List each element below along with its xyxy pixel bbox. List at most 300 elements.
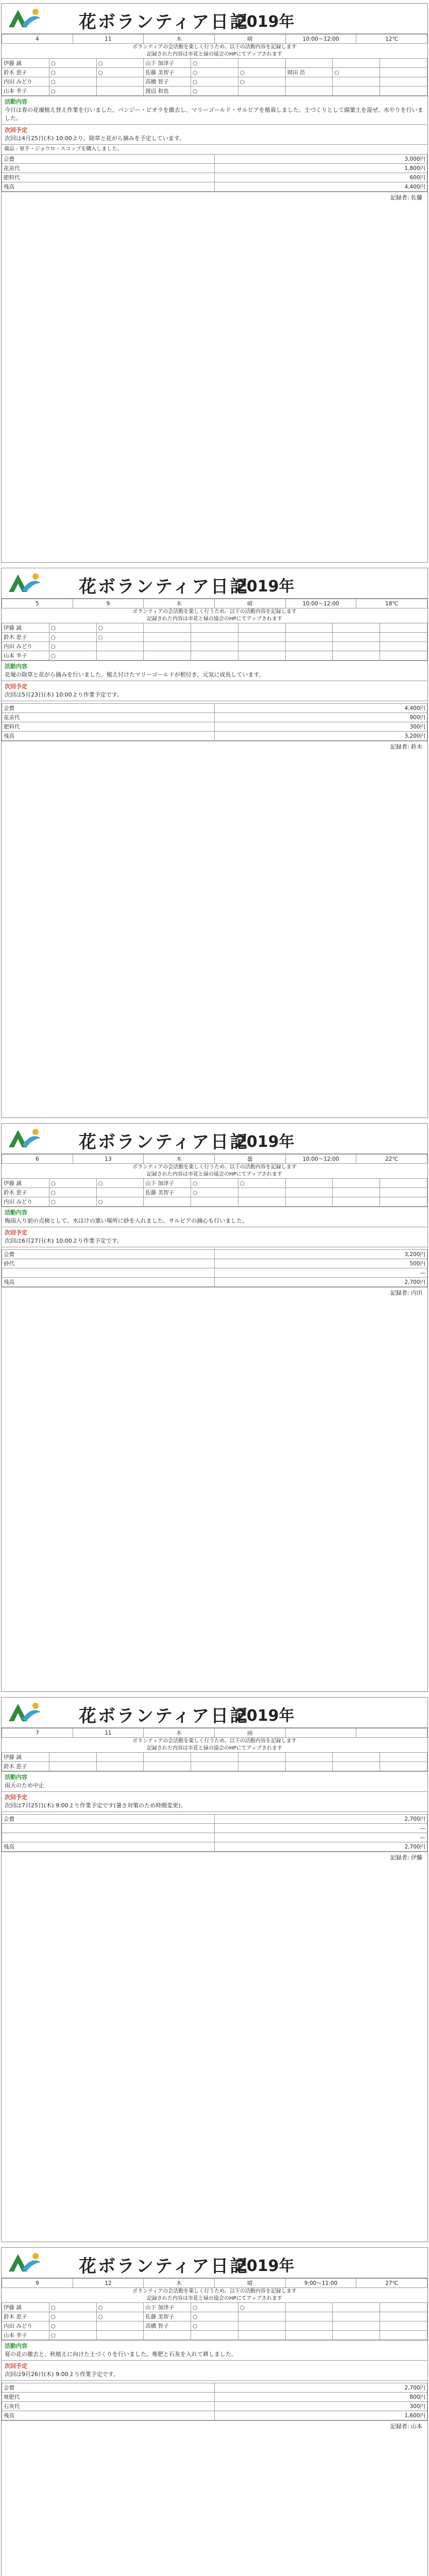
date-temp: 22℃ [356,1155,427,1164]
next-block [2,124,427,144]
diary-title: 花ボランティア日記 [79,1706,249,1726]
next-block [2,1791,427,1811]
date-weekday: 木 [144,1728,215,1738]
activity-block [2,96,427,124]
member-cell [380,77,427,87]
finance-label [2,1824,215,1833]
member-cell [380,1179,427,1188]
member-cell [380,87,427,96]
member-cell: ○ [191,1188,238,1197]
member-cell: ○ [96,2303,144,2312]
date-weather: 曇 [214,1155,285,1164]
note-line-1: ボランティアの会活動を楽しく行うため、以下の活動内容を記録します [132,2289,297,2294]
member-cell [49,1753,96,1762]
member-cell [285,59,333,68]
member-cell: ○ [49,2303,96,2312]
member-cell [333,642,380,651]
member-cell [238,642,285,651]
date-time: 10:00〜12:00 [285,599,356,608]
member-cell: 佐藤 美智子 [144,68,191,77]
date-row [2,1728,427,1738]
member-cell [96,1753,144,1762]
member-cell: 内田 みどり [2,1197,49,1207]
finance-value: 1,800円 [215,164,427,173]
date-weather: 晴 [214,2279,285,2288]
finance-value: 2,700円 [215,1815,427,1824]
table-row [2,623,427,633]
member-cell: ○ [96,59,144,68]
flower-logo-icon [7,1127,42,1150]
diary-title: 花ボランティア日記 [79,2256,249,2277]
member-cell [238,59,285,68]
member-cell [96,2331,144,2340]
member-cell [96,1188,144,1197]
table-row [2,155,427,164]
member-cell [285,2303,333,2312]
member-cell [285,77,333,87]
recorder: 記録者: 佐藤 [2,192,427,202]
member-cell [333,2303,380,2312]
finance-label: 花苗代 [2,713,215,722]
member-cell: ○ [238,68,285,77]
date-temp: 18℃ [356,599,427,608]
recorder: 記録者: 山本 [2,2420,427,2431]
finance-label: 堆肥代 [2,2393,215,2402]
member-cell: ○ [191,87,238,96]
member-cell: ○ [49,68,96,77]
next-title: 次回予定 [5,683,27,690]
finance-value: 900円 [215,713,427,722]
member-cell [238,1197,285,1207]
note-line-1: ボランティアの会活動を楽しく行うため、以下の活動内容を記録します [132,1164,297,1170]
member-cell: 内田 みどり [2,2321,49,2331]
finance-value: 300円 [215,722,427,732]
diary-year: 2019年 [236,1133,295,1151]
date-day: 11 [73,35,144,44]
member-cell: ○ [49,1197,96,1207]
member-cell [380,59,427,68]
member-table [2,2302,427,2340]
table-row [2,1815,427,1824]
diary-title: 花ボランティア日記 [79,1132,249,1153]
date-weather: 晴 [214,599,285,608]
member-cell [191,1753,238,1762]
member-cell: ○ [333,68,380,77]
note-line-1: ボランティアの会活動を楽しく行うため、以下の活動内容を記録します [132,44,297,50]
table-row [2,1188,427,1197]
finance-value: 500円 [215,1259,427,1268]
member-cell [285,2331,333,2340]
date-weather: 晴 [214,35,285,44]
member-cell [333,87,380,96]
activity-title: 活動内容 [5,1774,27,1781]
member-cell [285,1188,333,1197]
member-cell [191,633,238,642]
member-cell [238,1753,285,1762]
member-cell: ○ [96,68,144,77]
sheet-header [2,568,427,599]
member-cell [333,1197,380,1207]
member-cell: 鈴木 恵子 [2,1762,49,1771]
member-cell [333,1188,380,1197]
next-text: 次回は9月26日(木) 9:00より作業予定です。 [5,2371,119,2378]
date-time: 10:00〜12:00 [285,1155,356,1164]
member-cell [285,2312,333,2321]
table-row [2,164,427,173]
member-cell: ○ [96,1197,144,1207]
activity-block [2,1207,427,1227]
member-cell [285,642,333,651]
member-cell: ○ [238,1179,285,1188]
date-weekday: 木 [144,599,215,608]
table-row [2,68,427,77]
member-cell [380,2331,427,2340]
member-cell: ○ [96,623,144,633]
member-cell [238,87,285,96]
member-cell: 伊藤 誠 [2,1179,49,1188]
table-row [2,713,427,722]
member-cell: 高橋 智子 [144,2321,191,2331]
member-cell [333,1179,380,1188]
member-cell [380,1753,427,1762]
member-cell [380,2303,427,2312]
diary-year: 2019年 [236,578,295,596]
date-row [2,1154,427,1164]
next-title: 次回予定 [5,2363,27,2369]
member-cell: ○ [49,2312,96,2321]
member-cell [191,2331,238,2340]
table-row [2,173,427,182]
member-cell [96,2321,144,2331]
member-cell [96,77,144,87]
diary-year: 2019年 [236,1707,295,1725]
table-row [2,59,427,68]
next-text: 次回は6月27日(木) 10:00より作業予定です。 [5,1238,123,1244]
finance-value: 2,700円 [215,1278,427,1287]
date-day: 13 [73,1155,144,1164]
member-cell: ○ [49,87,96,96]
finance-value: 1,600円 [215,2411,427,2420]
member-cell: ○ [191,1179,238,1188]
finance-value: 2,700円 [215,1842,427,1852]
table-row [2,1259,427,1268]
next-title: 次回予定 [5,127,27,133]
member-cell [285,1753,333,1762]
next-text: 次回は4月25日(木) 10:00より、除草と花がら摘みを予定しています。 [5,135,185,142]
table-row [2,1753,427,1762]
member-cell: 内田 みどり [2,77,49,87]
recorder: 記録者: 伊藤 [2,1852,427,1862]
member-cell [285,1762,333,1771]
member-cell [191,623,238,633]
member-cell [144,1753,191,1762]
flower-logo-icon [7,571,42,595]
activity-text: 雨天のため中止 [5,1782,44,1789]
table-row [2,651,427,660]
date-time: 9:00〜11:00 [285,2279,356,2288]
activity-text: 花壇の除草と花がら摘みを行いました。植え付けたマリーゴールドが根付き、元気に成長しています。 [5,671,265,678]
member-cell [333,59,380,68]
member-cell [96,87,144,96]
table-row [2,1268,427,1278]
member-cell [333,77,380,87]
member-cell: ○ [49,2321,96,2331]
date-weekday: 木 [144,35,215,44]
member-cell [380,68,427,77]
table-row [2,2383,427,2393]
note-line-2: 記録された内容は市花と緑の協会のHPにてアップされます [147,2296,282,2301]
finance-value: 3,000円 [215,155,427,164]
activity-title: 活動内容 [5,1209,27,1216]
member-cell: ○ [238,77,285,87]
member-cell: 鈴木 恵子 [2,633,49,642]
activity-text: 夏の花の撤去と、秋植えに向けた土づくりを行いました。堆肥と石灰を入れて耕しました。 [5,2351,237,2358]
member-cell [144,651,191,660]
member-cell [144,633,191,642]
date-month: 5 [2,599,73,608]
member-cell: ○ [191,2303,238,2312]
table-row [2,2312,427,2321]
member-cell [285,633,333,642]
diary-title: 花ボランティア日記 [79,12,249,32]
member-cell: ○ [49,642,96,651]
member-cell [285,87,333,96]
member-cell [380,1762,427,1771]
flower-logo-icon [7,1701,42,1724]
table-row [2,87,427,96]
next-text: 次回は5月23日(木) 10:00より作業予定です。 [5,691,123,698]
member-cell: 山本 幸子 [2,2331,49,2340]
next-title: 次回予定 [5,1794,27,1801]
table-row [2,2402,427,2411]
date-weather: 雨 [214,1728,285,1738]
date-row [2,34,427,44]
finance-table [2,703,427,741]
table-row [2,1197,427,1207]
date-row [2,599,427,608]
table-row [2,722,427,732]
date-day: 11 [73,1728,144,1738]
table-row [2,1179,427,1188]
member-cell: 伊藤 誠 [2,59,49,68]
member-cell: 渡辺 和也 [144,87,191,96]
member-cell [238,1762,285,1771]
date-time: 10:00〜12:00 [285,35,356,44]
finance-value: 300円 [215,2402,427,2411]
member-cell [333,633,380,642]
member-cell: 内田 みどり [2,642,49,651]
finance-value: 4,400円 [215,182,427,192]
date-weekday: 木 [144,1155,215,1164]
note-line-1: ボランティアの会活動を楽しく行うため、以下の活動内容を記録します [132,1738,297,1744]
date-row [2,2278,427,2288]
member-cell [380,633,427,642]
date-day: 12 [73,2279,144,2288]
member-cell [144,1762,191,1771]
finance-label: 石灰代 [2,2402,215,2411]
member-cell [96,651,144,660]
member-cell: ○ [191,68,238,77]
table-row [2,1762,427,1771]
member-cell [285,1197,333,1207]
activity-text: 梅雨入り前の点検として、水はけの悪い場所に砂を入れました。サルビアの摘心も行いました。 [5,1217,248,1224]
finance-label: 残高 [2,2411,215,2420]
member-cell [285,623,333,633]
note-line-2: 記録された内容は市花と緑の協会のHPにてアップされます [147,616,282,622]
member-cell: ○ [49,651,96,660]
table-row [2,2321,427,2331]
member-cell: ○ [49,1179,96,1188]
member-cell: 鈴木 恵子 [2,2312,49,2321]
diary-year: 2019年 [236,13,295,31]
activity-text: 今日は春の花壇植え替え作業を行いました。パンジー・ビオラを撤去し、マリーゴールド・サルビアを植栽しました。土づくりとして腐葉土を混ぜ、水やりを行いました。 [5,107,423,122]
next-title: 次回予定 [5,1229,27,1236]
member-cell: 岡田 浩 [285,68,333,77]
table-row [2,2393,427,2402]
recorder: 記録者: 鈴木 [2,741,427,752]
member-cell [96,642,144,651]
activity-block [2,660,427,681]
diary-sheet [1,568,428,1118]
member-cell [238,1188,285,1197]
diary-sheet [1,2247,428,2576]
finance-value: 800円 [215,2393,427,2402]
member-cell [144,1197,191,1207]
member-cell [238,2312,285,2321]
member-cell: 佐藤 美智子 [144,1188,191,1197]
member-cell [144,642,191,651]
finance-label: 残高 [2,1842,215,1852]
activity-title: 活動内容 [5,98,27,105]
member-cell [333,651,380,660]
activity-block [2,2340,427,2360]
note-line-1: ボランティアの会活動を楽しく行うため、以下の活動内容を記録します [132,609,297,615]
member-cell [285,651,333,660]
table-row [2,732,427,741]
finance-label: 残高 [2,1278,215,1287]
sheet-header [2,4,427,34]
finance-label: 肥料代 [2,173,215,182]
finance-label: 会費 [2,2383,215,2393]
table-row [2,704,427,713]
member-cell [380,623,427,633]
member-cell: ○ [49,633,96,642]
member-cell: ○ [238,2303,285,2312]
member-table [2,1752,427,1771]
date-month: 7 [2,1728,73,1738]
finance-table [2,154,427,192]
member-cell [380,1197,427,1207]
next-block [2,1227,427,1247]
recorder: 記録者: 内田 [2,1287,427,1298]
next-block [2,681,427,701]
member-table [2,58,427,96]
member-cell: 佐藤 美智子 [144,2312,191,2321]
member-table [2,623,427,660]
date-month: 9 [2,2279,73,2288]
table-row [2,1842,427,1852]
member-cell: ○ [191,2312,238,2321]
member-cell [144,2331,191,2340]
member-cell [333,1762,380,1771]
diary-title: 花ボランティア日記 [79,577,249,597]
member-cell [380,2321,427,2331]
finance-label: 会費 [2,1250,215,1259]
flower-logo-icon [7,7,42,30]
member-cell: ○ [96,2312,144,2321]
finance-label: 会費 [2,704,215,713]
table-row [2,1833,427,1842]
date-time [285,1728,356,1738]
date-temp [356,1728,427,1738]
next-block [2,2360,427,2380]
date-temp: 27℃ [356,2279,427,2288]
diary-sheet [1,1123,428,1692]
table-row [2,633,427,642]
member-cell [285,2321,333,2331]
member-cell: 伊藤 誠 [2,623,49,633]
note-line-2: 記録された内容は市花と緑の協会のHPにてアップされます [147,1172,282,1177]
member-cell [238,2321,285,2331]
activity-block [2,1771,427,1791]
member-cell: 山下 加津子 [144,1179,191,1188]
table-row [2,182,427,192]
finance-label: 砂代 [2,1259,215,1268]
member-cell: 伊藤 誠 [2,1753,49,1762]
member-cell: 鈴木 恵子 [2,1188,49,1197]
sheet-header [2,1698,427,1728]
member-cell [333,1753,380,1762]
finance-label [2,1268,215,1278]
note-line-2: 記録された内容は市花と緑の協会のHPにてアップされます [147,1745,282,1751]
sheet-header [2,2248,427,2278]
member-cell [238,2331,285,2340]
member-cell [191,651,238,660]
date-weekday: 木 [144,2279,215,2288]
finance-label: 残高 [2,732,215,741]
member-cell [96,1762,144,1771]
diary-sheet [1,3,428,563]
finance-label: 残高 [2,182,215,192]
member-cell: ○ [96,1179,144,1188]
member-cell [191,642,238,651]
member-cell [333,2321,380,2331]
member-table [2,1178,427,1207]
diary-year: 2019年 [236,2257,295,2275]
table-row [2,1824,427,1833]
member-cell: ○ [191,77,238,87]
finance-value: 3,200円 [215,1250,427,1259]
activity-title: 活動内容 [5,2343,27,2349]
member-cell: ○ [96,633,144,642]
finance-table [2,1249,427,1287]
member-cell [238,633,285,642]
memo-text: 備品 : 軍手・ジョウロ・スコップを購入しました。 [2,144,427,154]
finance-value: — [215,1833,427,1842]
member-cell [333,623,380,633]
member-cell: ○ [49,77,96,87]
member-cell [380,642,427,651]
member-cell [380,1188,427,1197]
finance-label: 花苗代 [2,164,215,173]
activity-title: 活動内容 [5,663,27,670]
finance-value: 3,200円 [215,732,427,741]
member-cell: 鈴木 恵子 [2,68,49,77]
member-cell: ○ [49,623,96,633]
finance-label [2,1833,215,1842]
finance-label: 会費 [2,1815,215,1824]
table-row [2,1250,427,1259]
